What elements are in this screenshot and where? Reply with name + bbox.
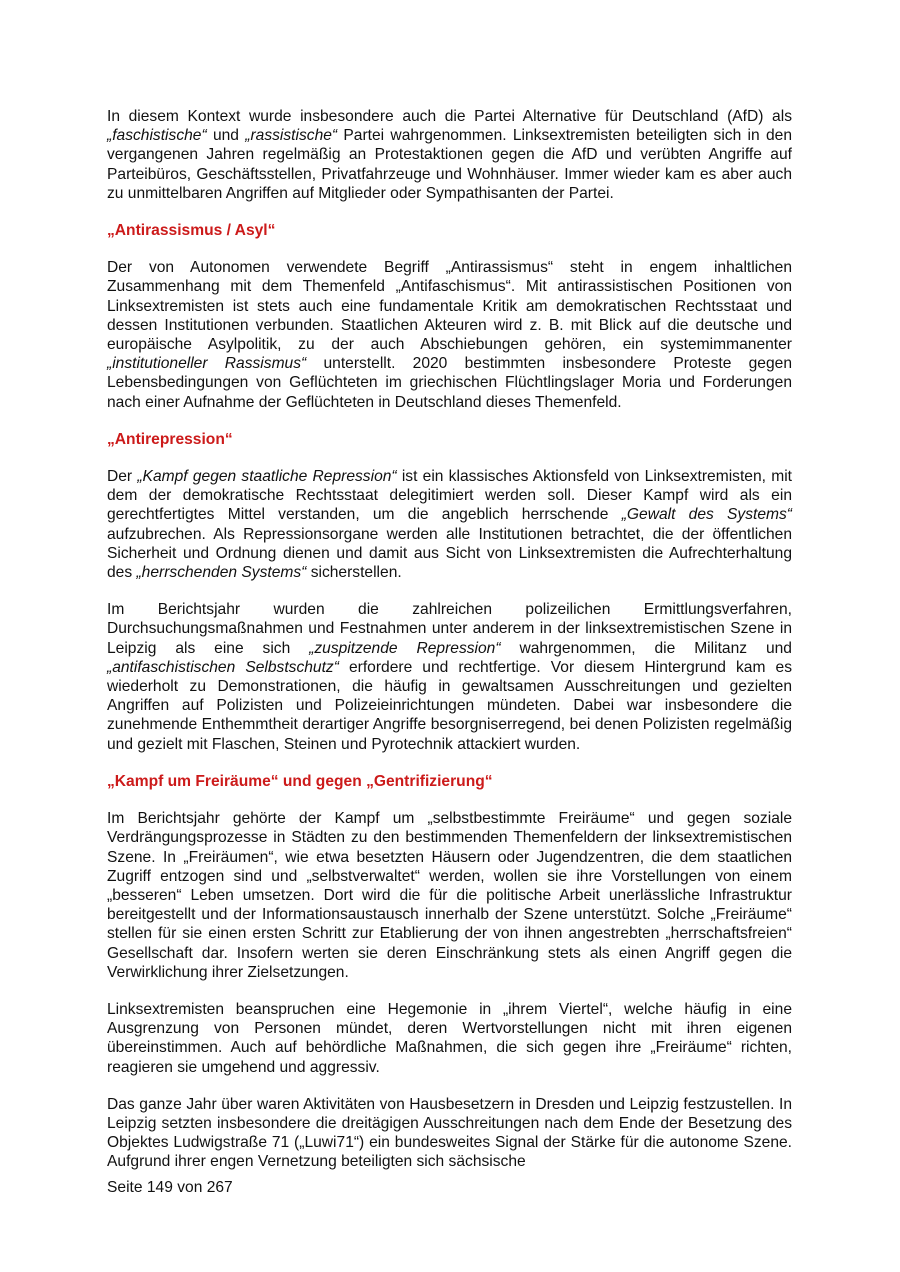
paragraph-freiraeume-2: Linksextremisten beanspruchen eine Hegemonie in „ihrem Viertel“, welche häufig in eine Ausgrenzung von Personen mündet, deren Wertvorstellungen nicht mit ihren eigenen übereinstimmen. Auch auf behördliche Maßnahmen, die sich gegen ihre „Freiräume“ richten, reagieren sie umgehend und aggressiv. xyxy=(107,1000,792,1076)
paragraph-freiraeume-1: Im Berichtsjahr gehörte der Kampf um „selbstbestimmte Freiräume“ und gegen soziale Verdrängungsprozesse in Städten zu den bestimmenden Themenfeldern der linksextremistischen Szene. In „Freiräumen“, wie etwa besetzten Häusern oder Jugendzentren, die dem staatlichen Zugriff entzogen sind und „selbstverwaltet“ werden, wollen sie ihre Vorstellungen von einem „besseren“ Leben umsetzen. Dort wird die für die politische Arbeit unerlässliche Infrastruktur bereitgestellt und der Informationsaustausch innerhalb der Szene unterstützt. Solche „Freiräume“ stellen für sie einen ersten Schritt zur Etablierung der von ihnen angestrebten „herrschaftsfreien“ Gesellschaft dar. Insofern werten sie deren Einschränkung stets als einen Angriff gegen die Verwirklichung ihrer Zielsetzungen. xyxy=(107,810,792,981)
text: In diesem Kontext wurde insbesondere auch die Partei Alternative für Deutschland (AfD) als xyxy=(107,108,792,125)
text: aufzubrechen. Als Repressionsorgane werden alle Institutionen betrachtet, die der öffentlichen Sicherheit und Ordnung dienen und damit aus Sicht von Linksextremisten die Aufrechterhaltung des xyxy=(107,525,792,582)
text: wahrgenommen, die Militanz und xyxy=(500,639,792,657)
italic-text: „Kampf gegen staatliche Repression“ xyxy=(137,468,397,486)
italic-text: „rassistische“ xyxy=(245,127,338,145)
text: ist ein klassisches Aktionsfeld von Linksextremisten, mit dem der demokratische Rechtsstaat delegitimiert werden soll. Dieser Kampf wird als ein gerechtfertigtes Mittel verstanden, um die angeblich herrschende xyxy=(107,468,792,524)
paragraph-antirassismus xyxy=(107,258,792,412)
text: Partei wahrgenommen. Linksextremisten beteiligten sich in den vergangenen Jahren regelmäßig an Protestaktionen gegen die AfD und verübten Angriffe auf Parteibüros, Geschäftsstellen, Privatfahrzeuge und Wohnhäuser. Immer wieder kam es aber auch zu unmittelbaren Angriffen auf Mitglieder oder Sympathisanten der Partei. xyxy=(107,127,793,202)
paragraph-antirepression-2 xyxy=(107,600,792,754)
page-number: Seite 149 von 267 xyxy=(107,1179,233,1196)
heading-antirassismus: „Antirassismus / Asyl“ xyxy=(107,222,276,240)
text: sicherstellen. xyxy=(306,564,402,582)
text: Im Berichtsjahr wurden die zahlreichen polizeilichen Ermittlungsverfahren, Durchsuchungsmaßnahmen und Festnahmen unter anderem in der linksextremistischen Szene in Leipzig als eine sich xyxy=(107,601,792,657)
italic-text: „Gewalt des Systems“ xyxy=(621,506,792,524)
paragraph-freiraeume-3: Das ganze Jahr über waren Aktivitäten von Hausbesetzern in Dresden und Leipzig festzustellen. In Leipzig setzten insbesondere die dreitägigen Ausschreitungen nach dem Ende der Besetzung des Objektes Ludwigstraße 71 („Luwi71“) ein bundesweites Signal der Stärke für die autonome Szene. Aufgrund ihrer engen Vernetzung beteiligten sich sächsische xyxy=(107,1095,792,1171)
paragraph-afd xyxy=(107,107,792,203)
italic-text: „faschistische“ xyxy=(107,127,207,145)
italic-text: „antifaschistischen Selbstschutz“ xyxy=(107,658,339,676)
heading-freiraeume: „Kampf um Freiräume“ und gegen „Gentrifizierung“ xyxy=(107,772,493,790)
heading-antirepression: „Antirepression“ xyxy=(107,430,233,448)
italic-text: „zuspitzende Repression“ xyxy=(309,639,501,657)
text: unterstellt. 2020 bestimmten insbesondere Proteste gegen Lebensbedingungen von Geflüchteten im griechischen Flüchtlingslager Moria und Forderungen nach einer Aufnahme der Geflüchteten in Deutschland dieses Themenfeld. xyxy=(107,355,792,411)
paragraph-antirepression-1 xyxy=(107,467,792,582)
text: und xyxy=(206,127,246,145)
text: erfordere und rechtfertige. Vor diesem Hintergrund kam es wiederholt zu Demonstrationen, die häufig in gewaltsamen Ausschreitungen und gezielten Angriffen auf Polizisten und Polizeieinrichtungen mündeten. Dabei war insbesondere die zunehmende Enthemmtheit derartiger Angriffe besorgniserregend, bei denen Polizisten regelmäßig und gezielt mit Flaschen, Steinen und Pyrotechnik attackiert wurden. xyxy=(107,658,792,753)
italic-text: „herrschenden Systems“ xyxy=(136,564,307,582)
document-body xyxy=(107,107,792,1172)
italic-text: „institutioneller Rassismus“ xyxy=(107,355,307,373)
text: Der xyxy=(107,468,138,486)
text: Der von Autonomen verwendete Begriff „Antirassismus“ steht in engem inhaltlichen Zusammenhang mit dem Themenfeld „Antifaschismus“. Mit antirassistischen Positionen von Linksextremisten ist stets auch eine fundamentale Kritik am demokratischen Rechtsstaat und dessen Institutionen verbunden. Staatlichen Akteuren wird z. B. mit Blick auf die deutsche und europäische Asylpolitik, zu der auch Abschiebungen gehören, ein systemimmanenter xyxy=(107,259,792,354)
